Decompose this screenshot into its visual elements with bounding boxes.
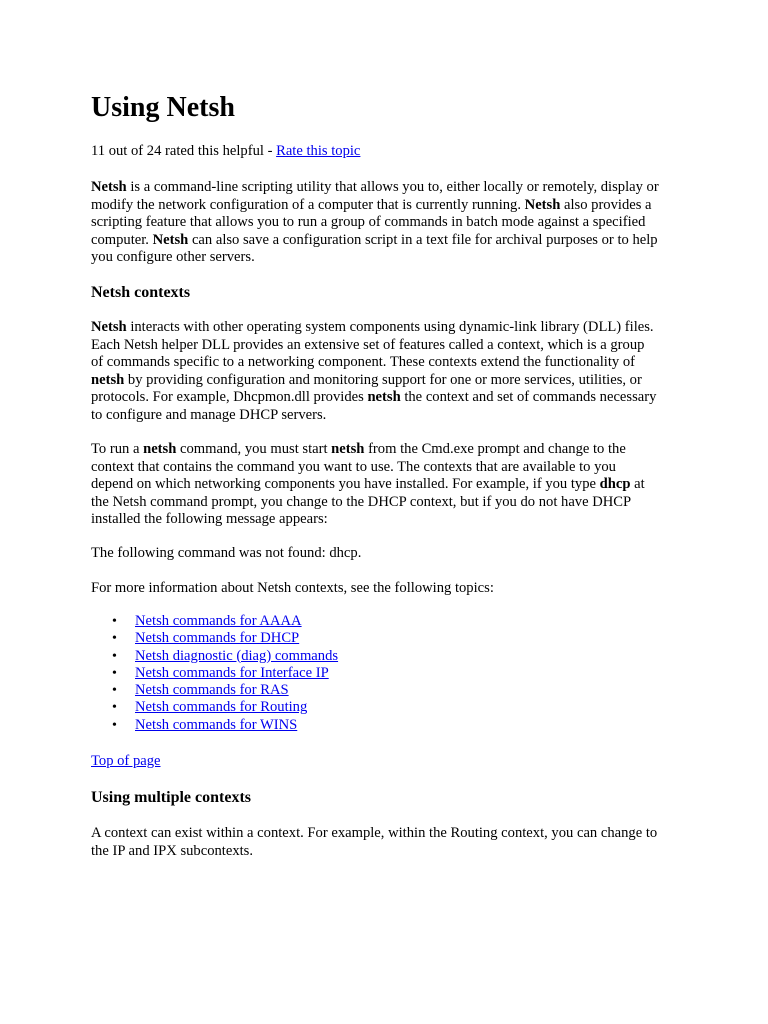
list-item [91,717,338,734]
bullet-icon: • [112,648,117,664]
contexts-p2-line-4 [91,493,631,511]
intro-line-1 [91,178,659,196]
intro-line-3 [91,213,645,231]
contexts-p1-line-3 [91,353,635,371]
paragraph-text: protocols. For example, Dhcpmon.dll provides [91,389,368,405]
paragraph-text: depend on which networking components you have installed. For example, if you type [91,476,600,492]
list-item [91,699,338,716]
paragraph-text: the Netsh command prompt, you change to the DHCP context, but if you do not have DHCP [91,493,632,510]
error-message: The following command was not found: dhcp. [91,545,362,561]
bullet-icon: • [112,614,117,629]
list-item [91,630,338,647]
intro-text: can also save a configuration script in a text file for archival purposes or to help [188,231,658,248]
multiple-p-line-1 [91,824,657,842]
bullet-icon: • [112,665,117,681]
intro-text: is a command-line scripting utility that allows you to, either locally or remotely, display or [126,179,659,195]
contexts-p1-line-1 [91,318,654,336]
intro-text: modify the network configuration of a computer that is currently running. [91,196,525,213]
more-info-text: For more information about Netsh contexts, see the following topics: [91,580,494,596]
intro-line-2 [91,196,652,214]
section-heading-multiple-contexts: Using multiple contexts [91,789,251,806]
paragraph-text: the IP and IPX subcontexts. [91,842,253,859]
netsh-term: netsh [367,389,401,405]
list-item [91,648,338,665]
intro-text: scripting feature that allows you to run a group of commands in batch mode against a specified [91,214,646,230]
topic-link-routing[interactable]: Netsh commands for Routing [135,699,308,716]
contexts-p1-line-2 [91,336,644,354]
top-of-page-link[interactable]: Top of page [91,753,161,769]
netsh-term: Netsh [152,231,189,248]
paragraph-text: Each Netsh helper DLL provides an extensive set of features called a context, which is a group [91,336,645,353]
rate-topic-link[interactable]: Rate this topic [276,143,361,159]
list-item [91,613,338,630]
netsh-term: Netsh [91,179,127,195]
bullet-icon: • [112,700,117,716]
contexts-p2-line-3 [91,475,645,493]
topic-link-dhcp[interactable]: Netsh commands for DHCP [135,630,300,647]
paragraph-text: by providing configuration and monitoring support for one or more services, utilities, or [124,371,642,388]
topics-list [91,613,338,734]
intro-line-4 [91,231,658,249]
topic-link-diag[interactable]: Netsh diagnostic (diag) commands [135,647,339,664]
intro-text: also provides a [560,196,652,213]
topic-link-interface-ip[interactable]: Netsh commands for Interface IP [135,664,329,681]
paragraph-text: interacts with other operating system components using dynamic-link library (DLL) files. [126,319,654,335]
paragraph-text: context that contains the command you want to use. The contexts that are available to you [91,458,616,475]
paragraph-text: installed the following message appears: [91,511,328,527]
paragraph-text: of commands specific to a networking component. These contexts extend the functionality of [91,354,636,370]
page-title: Using Netsh [91,92,235,123]
netsh-term: Netsh [91,319,127,335]
topic-link-aaaa[interactable]: Netsh commands for AAAA [135,613,302,629]
rating-text: 11 out of 24 rated this helpful - [91,143,277,159]
list-item [91,682,338,699]
contexts-p1-line-6 [91,406,326,424]
contexts-p2-line-2 [91,458,616,476]
multiple-p-line-2 [91,842,253,860]
contexts-p1-line-5 [91,388,656,406]
paragraph-text: command, you must start [176,441,332,457]
contexts-p2-line-5 [91,510,328,528]
paragraph-text: To run a [91,441,144,457]
bullet-icon: • [112,683,117,699]
top-of-page-line [91,752,161,770]
paragraph-text: at [630,476,645,492]
topic-link-wins[interactable]: Netsh commands for WINS [135,716,298,733]
netsh-term: netsh [91,371,125,388]
bullet-icon: • [112,717,117,733]
bullet-icon: • [112,631,117,647]
intro-line-5 [91,248,255,266]
intro-text: computer. [91,231,153,248]
paragraph-text: from the Cmd.exe prompt and change to the [364,441,626,457]
paragraph-text: A context can exist within a context. For example, within the Routing context, you can change to [91,825,658,841]
contexts-p1-line-4 [91,371,642,389]
dhcp-term: dhcp [599,476,631,492]
paragraph-text: to configure and manage DHCP servers. [91,406,327,423]
netsh-term: netsh [143,441,177,457]
netsh-term: netsh [331,441,365,457]
paragraph-text: the context and set of commands necessary [400,389,657,405]
rating-line [91,142,360,160]
section-heading-contexts: Netsh contexts [91,284,191,301]
netsh-term: Netsh [524,196,561,213]
intro-text: you configure other servers. [91,249,255,265]
contexts-p2-line-1 [91,440,626,458]
topic-link-ras[interactable]: Netsh commands for RAS [135,682,289,699]
list-item [91,665,338,682]
